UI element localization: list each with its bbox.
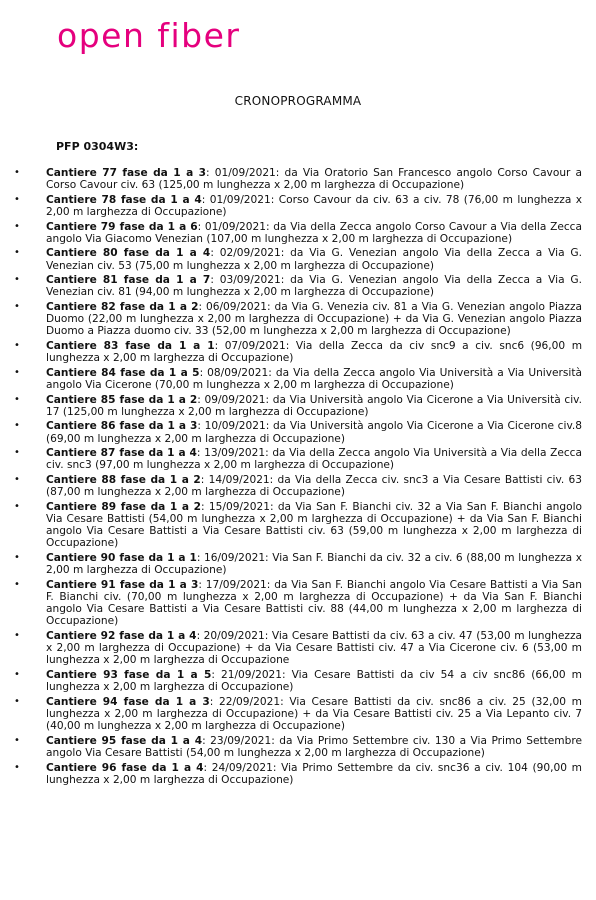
worksite-details: : 24/09/2021: Via Primo Settembre da civ. snc36 a civ. 104 (90,00 m lunghezza x 2,00 m larghezza di Occupazione) [46, 761, 582, 786]
bullet-icon: • [14, 695, 20, 707]
worksite-details: : 02/09/2021: da Via G. Venezian angolo Via della Zecca a Via G. Venezian civ. 53 (75,00 m lunghezza x 2,00 m larghezza di Occupazione) [46, 247, 582, 272]
worksite-heading: Cantiere 83 fase da 1 a 1 [46, 339, 215, 352]
svg-text:open fiber: open fiber [57, 16, 241, 55]
document-title: CRONOPROGRAMMA [234, 94, 362, 108]
worksite-details: : 07/09/2021: Via della Zecca da civ snc9 a civ. snc6 (96,00 m lunghezza x 2,00 m larghezza di Occupazione) [46, 339, 583, 365]
open-fiber-logo [57, 14, 277, 64]
list-item [14, 630, 582, 667]
bullet-icon: • [14, 420, 20, 432]
worksite-heading: Cantiere 96 fase da 1 a 4 [46, 761, 204, 774]
worksite-heading: Cantiere 79 fase da 1 a 6 [46, 220, 198, 233]
worksite-details: : 03/09/2021: da Via G. Venezian angolo Via della Zecca a Via G. Venezian civ. 81 (94,00 m lunghezza x 2,00 m larghezza di Occupazione) [46, 274, 582, 299]
worksite-heading: Cantiere 88 fase da 1 a 2 [46, 473, 201, 486]
list-item [14, 394, 582, 418]
worksite-heading: Cantiere 80 fase da 1 a 4 [46, 247, 211, 260]
bullet-icon: • [14, 274, 20, 286]
worksite-details: : 01/09/2021: Corso Cavour da civ. 63 a civ. 78 (76,00 m lunghezza x 2,00 m larghezza di Occupazione) [46, 193, 582, 218]
worksite-heading: Cantiere 86 fase da 1 a 3 [46, 420, 198, 433]
pfp-label: PFP 0304W3: [56, 140, 139, 153]
worksite-heading: Cantiere 94 fase da 1 a 3 [46, 695, 210, 708]
bullet-icon: • [14, 193, 20, 205]
worksite-details: : 09/09/2021: da Via Università angolo Via Cicerone a Via Università civ. 17 (125,00 m lunghezza x 2,00 m larghezza di Occupazione) [46, 393, 582, 418]
worksite-details: : 16/09/2021: Via San F. Bianchi da civ. 32 a civ. 6 (88,00 m lunghezza x 2,00 m larghezza di Occupazione) [46, 551, 583, 577]
worksite-details: : 01/09/2021: da Via della Zecca angolo Corso Cavour a Via della Zecca angolo Via Giacomo Venezian (107,00 m lunghezza x 2,00 m larghezza di Occupazione) [46, 220, 582, 245]
worksite-heading: Cantiere 92 fase da 1 a 4 [46, 629, 197, 642]
list-item [14, 221, 582, 245]
bullet-icon: • [14, 447, 20, 459]
bullet-icon: • [14, 366, 20, 378]
bullet-icon: • [14, 551, 20, 563]
worksite-details: : 15/09/2021: da Via San F. Bianchi civ. 32 a Via San F. Bianchi angolo Via Cesare Battisti (54,00 m lunghezza x 2,00 m larghezza di Occupazione) + da Via San F. Bianchi angolo Via Cesare Battisti a Via Cesare Battisti civ. 63 (59,00 m lunghezza x 2,00 m larghezza di Occupazione) [46, 500, 582, 550]
worksite-heading: Cantiere 91 fase da 1 a 3 [46, 578, 199, 591]
worksite-heading: Cantiere 95 fase da 1 a 4 [46, 734, 203, 747]
list-item [14, 301, 582, 338]
list-item [14, 247, 582, 271]
bullet-icon: • [14, 761, 20, 773]
bullet-icon: • [14, 220, 20, 232]
worksite-details: : 06/09/2021: da Via G. Venezia civ. 81 a Via G. Venezian angolo Piazza Duomo (22,00 m lunghezza x 2,00 m larghezza di Occupazione) + da Via G. Venezian angolo Piazza Duomo a Piazza duomo civ. 33 (52,00 m lunghezza x 2,00 m larghezza di Occupazione) [46, 300, 583, 338]
bullet-icon: • [14, 167, 20, 178]
worksite-heading: Cantiere 93 fase da 1 a 5 [46, 668, 212, 681]
list-item [14, 274, 582, 298]
list-item [14, 367, 582, 391]
worksite-details: : 23/09/2021: da Via Primo Settembre civ. 130 a Via Primo Settembre angolo Via Cesare Battisti (54,00 m lunghezza x 2,00 m larghezza di Occupazione) [46, 734, 582, 759]
worksite-details: : 08/09/2021: da Via della Zecca angolo Via Università a Via Università angolo Via Cicerone (70,00 m lunghezza x 2,00 m larghezza di Occupazione) [46, 366, 582, 391]
worksite-heading: Cantiere 78 fase da 1 a 4 [46, 193, 202, 206]
bullet-icon: • [14, 629, 20, 641]
worksite-details: : 01/09/2021: da Via Oratorio San Francesco angolo Corso Cavour a Corso Cavour civ. 63 (125,00 m lunghezza x 2,00 m larghezza di Occupazione) [46, 167, 582, 192]
bullet-icon: • [14, 339, 20, 351]
worksite-heading: Cantiere 84 fase da 1 a 5 [46, 366, 200, 379]
worksite-details: : 10/09/2021: da Via Università angolo Via Cicerone a Via Cicerone civ.8 (69,00 m lunghezza x 2,00 m larghezza di Occupazione) [46, 420, 582, 445]
worksite-details: : 13/09/2021: da Via della Zecca angolo Via Università a Via della Zecca civ. snc3 (97,00 m lunghezza x 2,00 m larghezza di Occupazione) [46, 447, 582, 472]
bullet-icon: • [14, 578, 20, 590]
list-item [14, 340, 582, 364]
list-item [14, 696, 582, 733]
worksite-details: : 14/09/2021: da Via della Zecca civ. snc3 a Via Cesare Battisti civ. 63 (87,00 m lunghezza x 2,00 m larghezza di Occupazione) [46, 473, 582, 499]
worksite-heading: Cantiere 77 fase da 1 a 3 [46, 167, 207, 179]
worksite-heading: Cantiere 87 fase da 1 a 4 [46, 447, 197, 460]
worksite-heading: Cantiere 81 fase da 1 a 7 [46, 274, 211, 287]
list-item [14, 552, 582, 576]
bullet-icon: • [14, 473, 20, 485]
bullet-icon: • [14, 734, 20, 746]
bullet-icon: • [14, 668, 20, 680]
list-item [14, 420, 582, 444]
list-item [14, 474, 582, 498]
worksite-list [14, 167, 582, 788]
list-item [14, 447, 582, 471]
worksite-details: : 17/09/2021: da Via San F. Bianchi angolo Via Cesare Battisti a Via San F. Bianchi civ. (70,00 m lunghezza x 2,00 m larghezza di Occupazione) + da Via San F. Bianchi angolo Via Cesare Battisti a Via Cesare Battisti civ. 88 (44,00 m lunghezza x 2,00 m larghezza di Occupazione) [46, 578, 583, 628]
list-item [14, 669, 582, 693]
worksite-details: : 21/09/2021: Via Cesare Battisti da civ 54 a civ snc86 (66,00 m lunghezza x 2,00 m larghezza di Occupazione) [46, 668, 582, 694]
list-item [14, 501, 582, 550]
list-item [14, 762, 582, 786]
list-item [14, 194, 582, 218]
worksite-heading: Cantiere 89 fase da 1 a 2 [46, 500, 202, 513]
worksite-details: : 22/09/2021: Via Cesare Battisti da civ. snc86 a civ. 25 (32,00 m lunghezza x 2,00 m larghezza di Occupazione) + da Via Cesare Battisti civ. 25 a Via Lepanto civ. 7 (40,00 m lunghezza x 2,00 m larghezza di Occupazione) [46, 695, 583, 733]
worksite-heading: Cantiere 90 fase da 1 a 1 [46, 551, 197, 564]
worksite-heading: Cantiere 85 fase da 1 a 2 [46, 393, 198, 406]
bullet-icon: • [14, 300, 20, 312]
bullet-icon: • [14, 500, 20, 512]
list-item [14, 167, 582, 191]
list-item [14, 735, 582, 759]
worksite-heading: Cantiere 82 fase da 1 a 2 [46, 300, 199, 313]
bullet-icon: • [14, 247, 20, 259]
list-item [14, 579, 582, 628]
bullet-icon: • [14, 393, 20, 405]
worksite-details: : 20/09/2021: Via Cesare Battisti da civ. 63 a civ. 47 (53,00 m lunghezza x 2,00 m larghezza di Occupazione) + da Via Cesare Battisti civ. 47 a Via Cicerone civ. 6 (53,00 m lunghezza x 2,00 m larghezza di Occupazione [46, 629, 583, 667]
